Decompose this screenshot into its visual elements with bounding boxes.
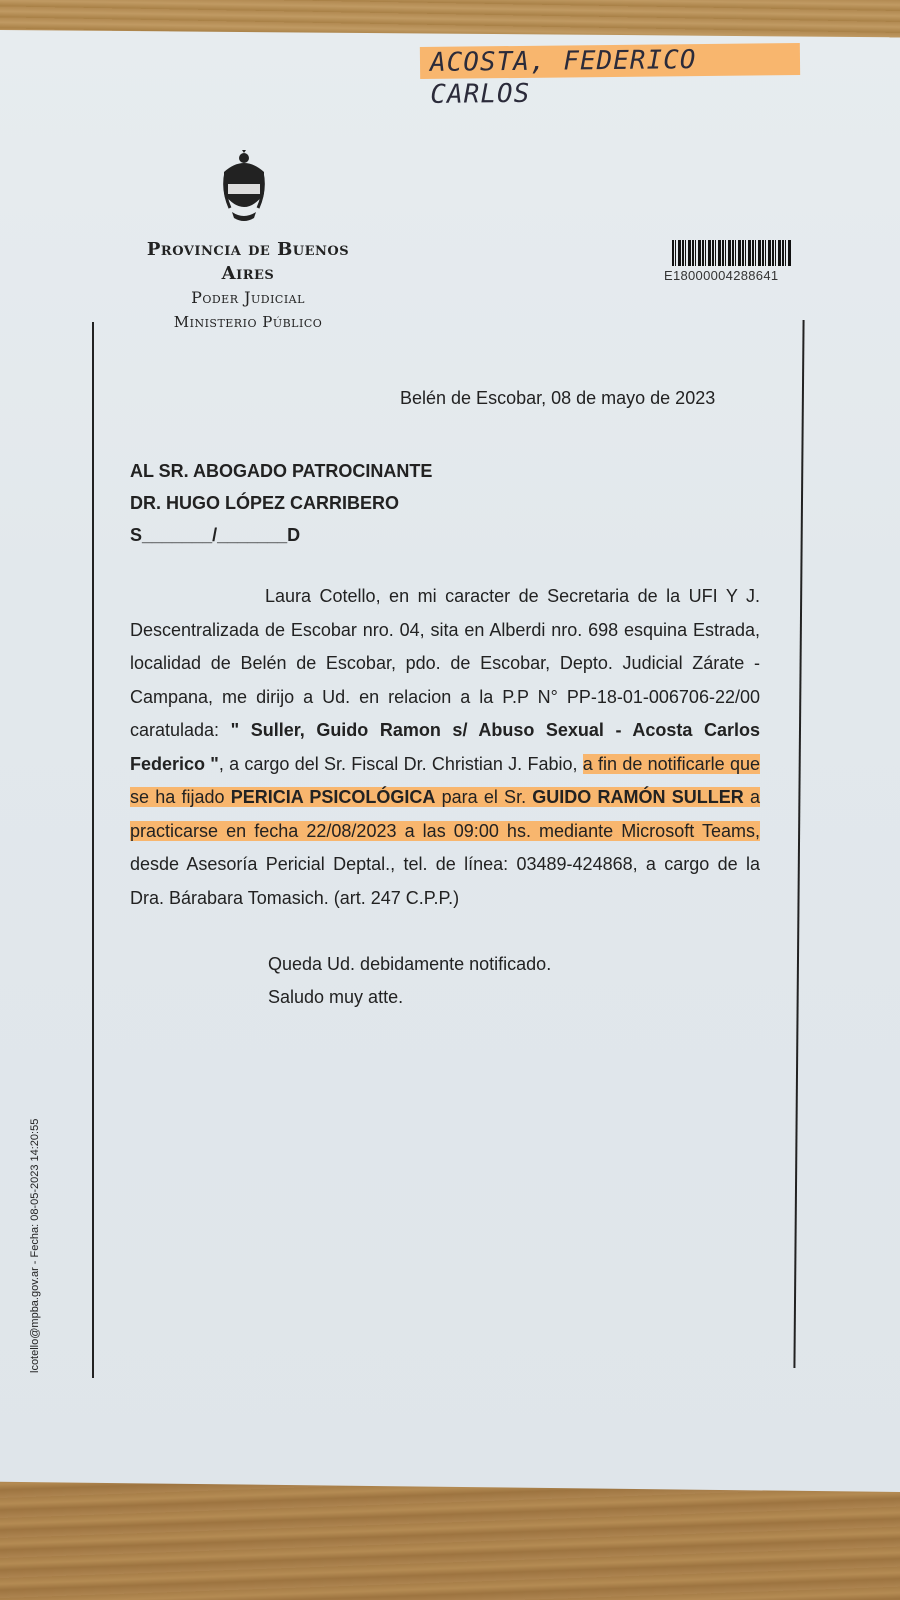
- highlight-2: para el Sr.: [435, 787, 533, 807]
- wood-table-bottom: [0, 1478, 900, 1600]
- addressee-line-1: AL SR. ABOGADO PATROCINANTE: [130, 461, 433, 481]
- province-name: Provincia de Buenos Aires: [146, 239, 350, 284]
- highlight-name: GUIDO RAMÓN SULLER: [532, 787, 744, 807]
- handwritten-highlighted-name: [420, 43, 800, 110]
- case-title: " Suller, Guido Ramon s/ Abuso Sexual - Acosta Carlos Federico ": [130, 720, 760, 774]
- closing-line-2: Saludo muy atte.: [268, 987, 404, 1007]
- addressee-line-3: S_______/_______D: [130, 525, 301, 545]
- barcode: [672, 240, 792, 266]
- closing-block: [268, 948, 551, 1014]
- coat-of-arms-icon: [218, 150, 270, 226]
- left-margin-line: [92, 322, 94, 1378]
- institution-header: [118, 238, 378, 334]
- highlight-1: a fin de notificarle que se ha fijado: [130, 753, 760, 807]
- judicial-power: Poder Judicial: [191, 288, 305, 307]
- addressee-line-2: DR. HUGO LÓPEZ CARRIBERO: [130, 493, 400, 513]
- electronic-signature-stamp: lcotello@mpba.gov.ar - Fecha: 08-05-2023 14:20:55: [29, 1118, 41, 1373]
- body-fiscal: , a cargo del Sr. Fiscal Dr. Christian J. Fabio,: [218, 753, 583, 774]
- highlight-pericia: PERICIA PSICOLÓGICA: [230, 787, 436, 807]
- date-line: Belén de Escobar, 08 de mayo de 2023: [400, 388, 716, 408]
- body-rest: desde Asesoría Pericial Deptal., tel. de línea: 03489-424868, a cargo de la Dra. Bárabara Tomasich. (art. 247 C.P.P.): [130, 854, 760, 908]
- notification-body: [130, 580, 760, 915]
- handwritten-name-text: ACOSTA, FEDERICO CARLOS: [429, 45, 697, 110]
- body-intro: Laura Cotello, en mi caracter de Secretaria de la UFI Y J. Descentralizada de Escobar nro. 04, sita en Alberdi nro. 698 esquina Estrada, localidad de Belén de Escobar, pdo. de Escobar, Depto. Judicial Zárate - Campana, me dirijo a Ud. en relacion a la P.P N° PP-18-01-006706-22/00 caratulada:: [130, 586, 760, 740]
- barcode-number: E18000004288641: [664, 268, 779, 283]
- highlight-3: a practicarse en fecha 22/08/2023 a las 09:00 hs. mediante Microsoft Teams,: [130, 787, 760, 841]
- public-ministry: Ministerio Público: [173, 313, 323, 331]
- closing-line-1: Queda Ud. debidamente notificado.: [268, 954, 552, 974]
- addressee-block: [130, 455, 432, 551]
